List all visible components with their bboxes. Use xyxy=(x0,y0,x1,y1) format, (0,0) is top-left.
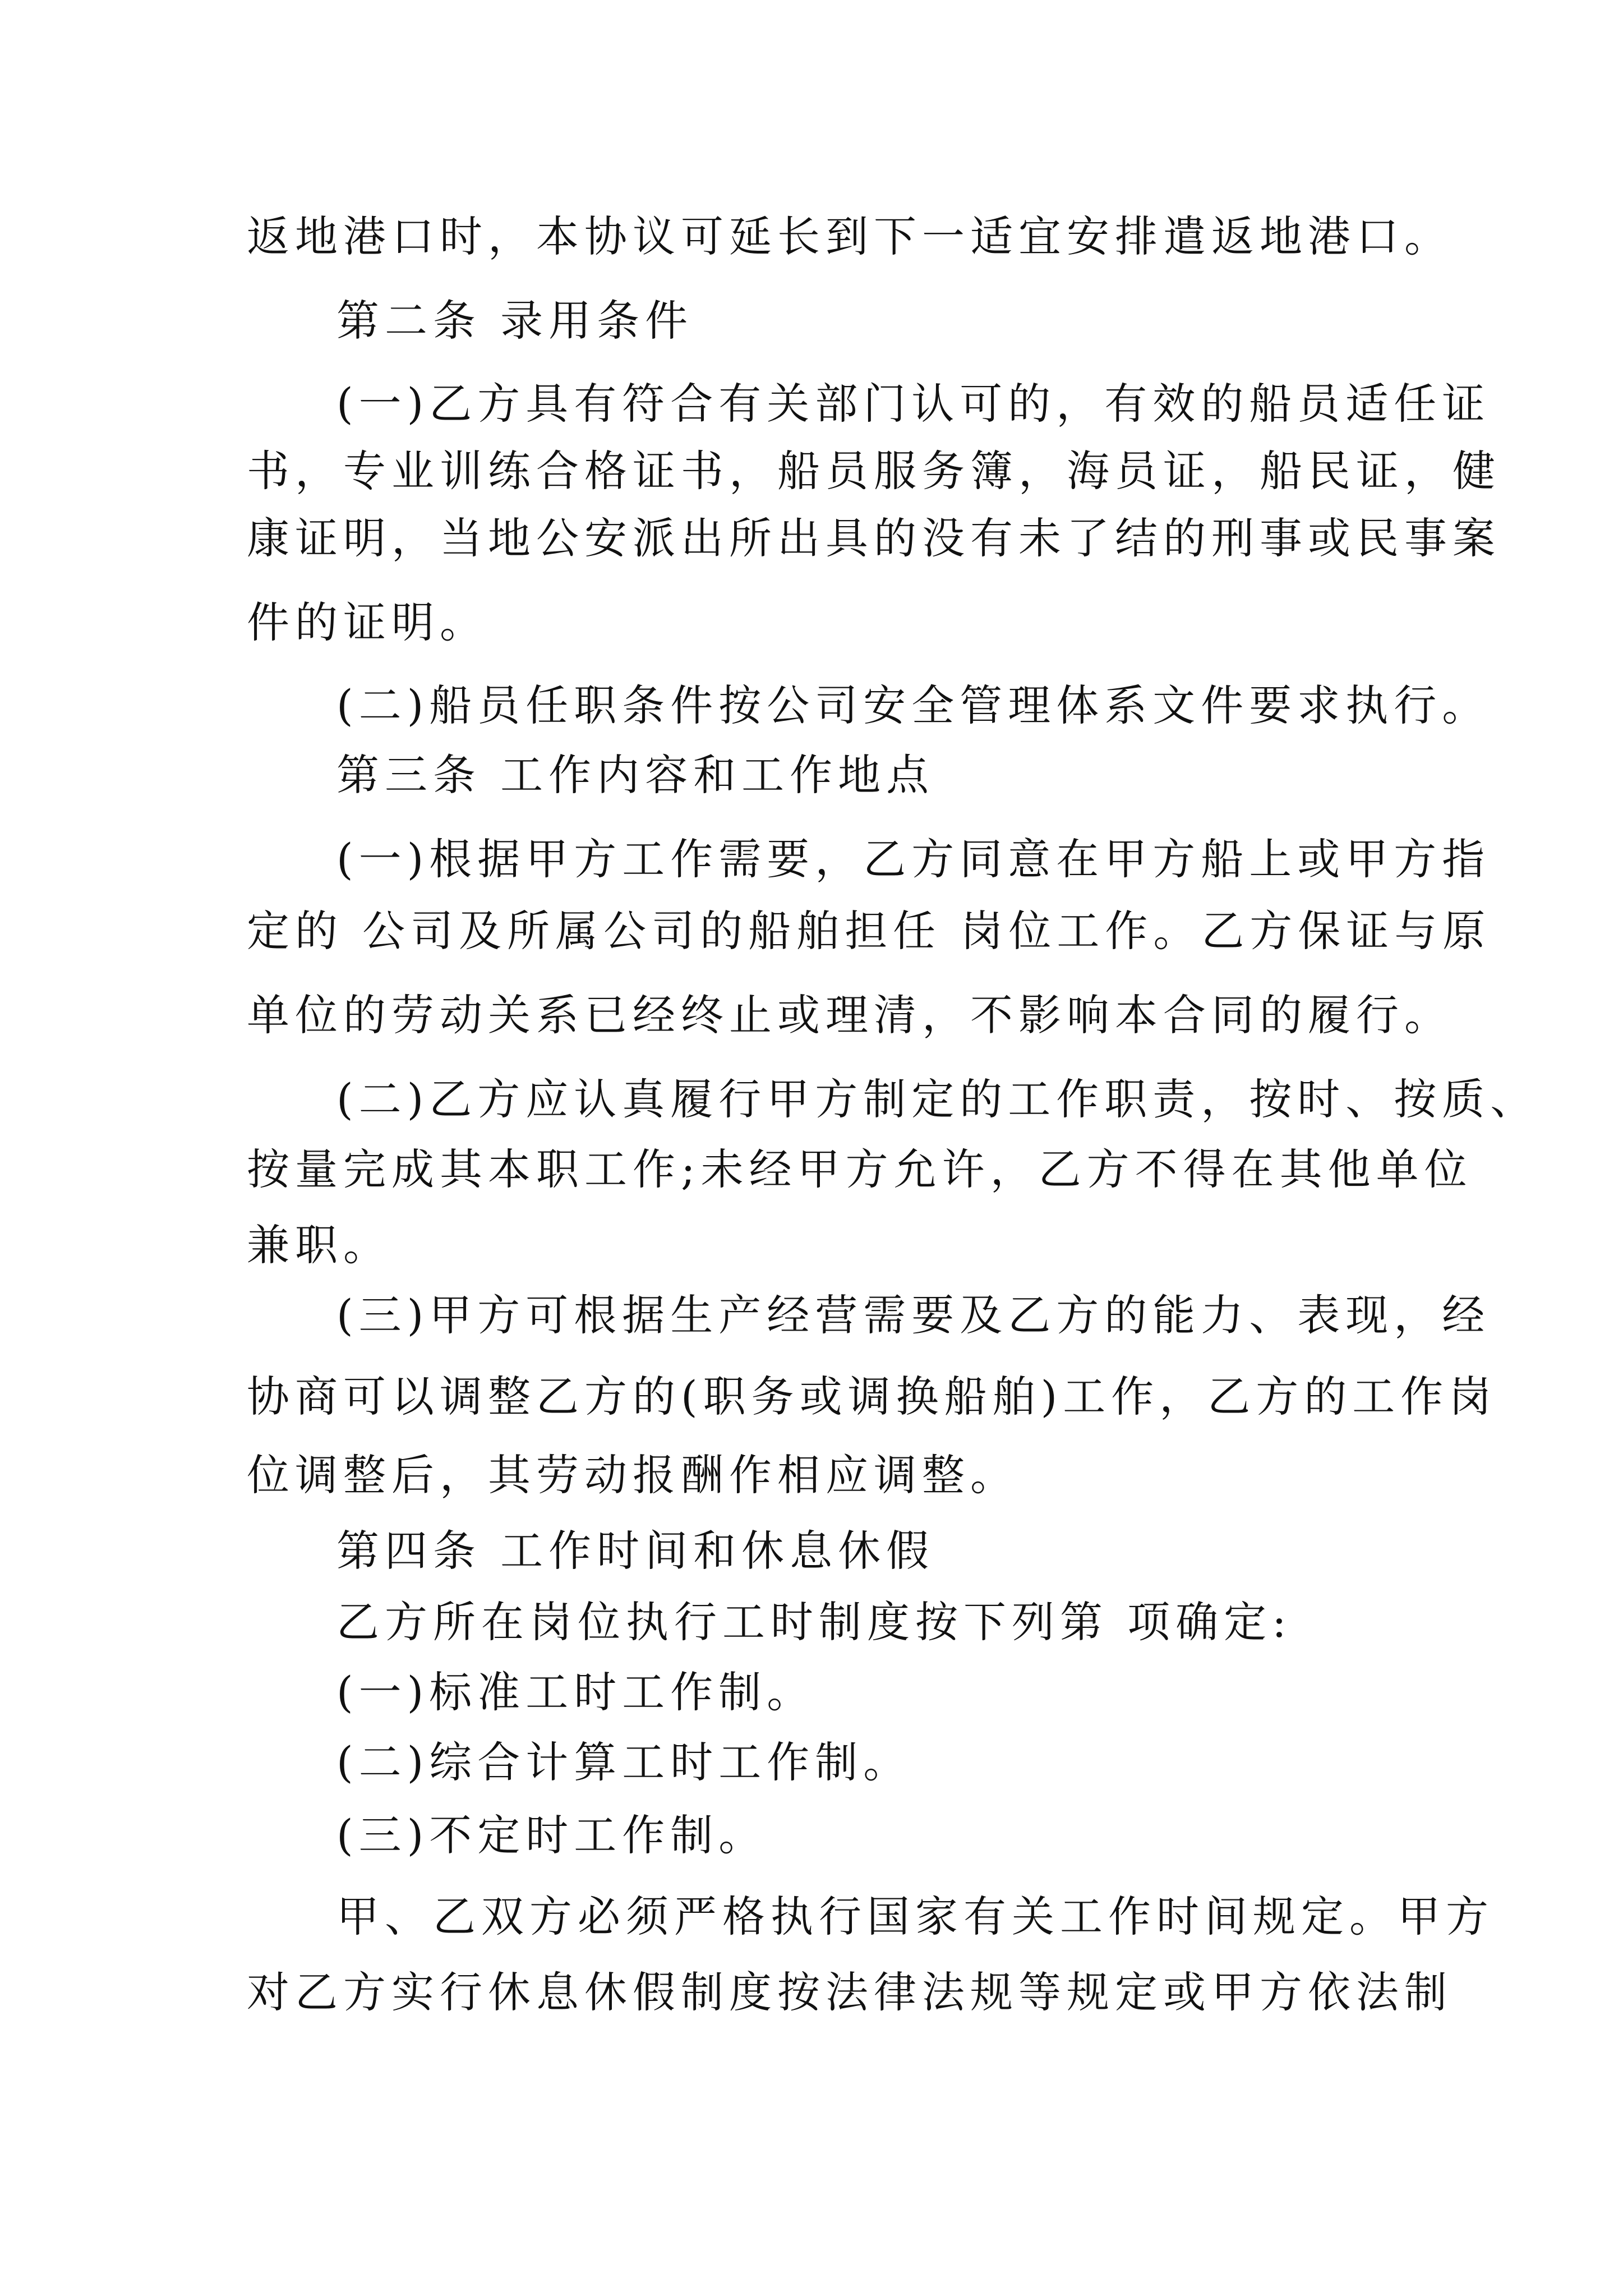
text-line: 定的 公司及所属公司的船舶担任 岗位工作。乙方保证与原 xyxy=(247,906,1491,956)
section-heading: 第二条 录用条件 xyxy=(336,296,694,346)
text-line: (二)船员任职条件按公司安全管理体系文件要求执行。 xyxy=(336,680,1491,730)
text-line: (一)标准工时工作制。 xyxy=(336,1667,815,1717)
text-line: (三)甲方可根据生产经营需要及乙方的能力、表现，经 xyxy=(336,1290,1491,1340)
text-line: 件的证明。 xyxy=(247,597,488,647)
text-line: (一)根据甲方工作需要，乙方同意在甲方船上或甲方指 xyxy=(336,834,1491,884)
text-line: 协商可以调整乙方的(职务或调换船舶)工作，乙方的工作岗 xyxy=(247,1372,1497,1421)
section-heading: 第三条 工作内容和工作地点 xyxy=(336,750,935,800)
text-line: (二)乙方应认真履行甲方制定的工作职责，按时、按质、 xyxy=(336,1074,1539,1124)
text-line: 对乙方实行休息休假制度按法律法规等规定或甲方依法制 xyxy=(247,1967,1453,2017)
text-line: 按量完成其本职工作;未经甲方允许，乙方不得在其他单位 xyxy=(247,1144,1473,1194)
text-line: 康证明，当地公安派出所出具的没有未了结的刑事或民事案 xyxy=(247,513,1501,563)
section-heading: 第四条 工作时间和休息休假 xyxy=(336,1526,935,1576)
text-line: (二)综合计算工时工作制。 xyxy=(336,1737,912,1787)
text-line: 单位的劳动关系已经终止或理清，不影响本合同的履行。 xyxy=(247,990,1453,1040)
text-line: (一)乙方具有符合有关部门认可的，有效的船员适任证 xyxy=(336,379,1491,429)
text-line: 返地港口时，本协议可延长到下一适宜安排遣返地港口。 xyxy=(247,211,1453,261)
text-line: 书，专业训练合格证书，船员服务簿，海员证，船民证，健 xyxy=(247,446,1501,496)
text-line: 位调整后，其劳动报酬作相应调整。 xyxy=(247,1450,1018,1500)
text-line: 乙方所在岗位执行工时制度按下列第 项确定: xyxy=(336,1597,1292,1647)
text-line: (三)不定时工作制。 xyxy=(336,1810,767,1860)
text-line: 甲、乙双方必须严格执行国家有关工作时间规定。甲方 xyxy=(336,1892,1494,1941)
text-line: 兼职。 xyxy=(247,1220,391,1270)
